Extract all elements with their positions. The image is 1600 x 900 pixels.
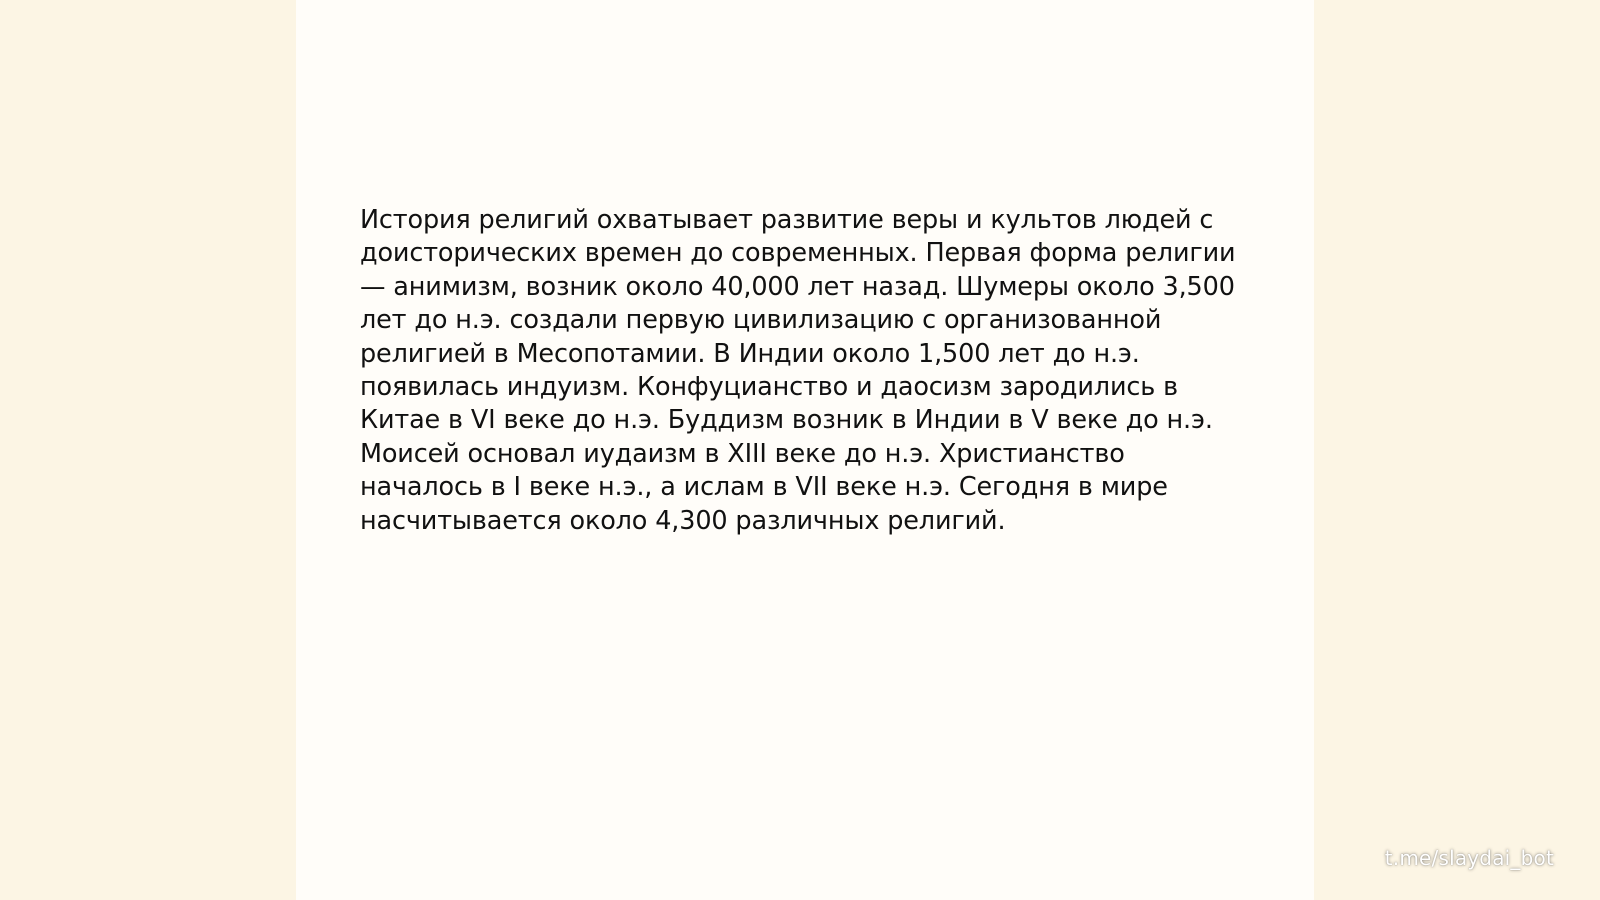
watermark-link[interactable]: t.me/slaydai_bot — [1384, 846, 1554, 870]
slide-body-text: История религий охватывает развитие веры и культов людей с доисторических времен до современных. Первая форма религии — анимизм, возник около 40,000 лет назад. Шумеры около 3,500 лет до н.э. создали первую цивилизацию с организованной религией в Месопотамии. В Индии около 1,500 лет до н.э. появилась индуизм. Конфуцианство и даосизм зародились в Китае в VI веке до н.э. Буддизм возник в Индии в V веке до н.э. Моисей основал иудаизм в XIII веке до н.э. Христианство началось в I веке н.э., а ислам в VII веке н.э. Сегодня в мире насчитывается около 4,300 различных религий. — [360, 205, 1236, 536]
